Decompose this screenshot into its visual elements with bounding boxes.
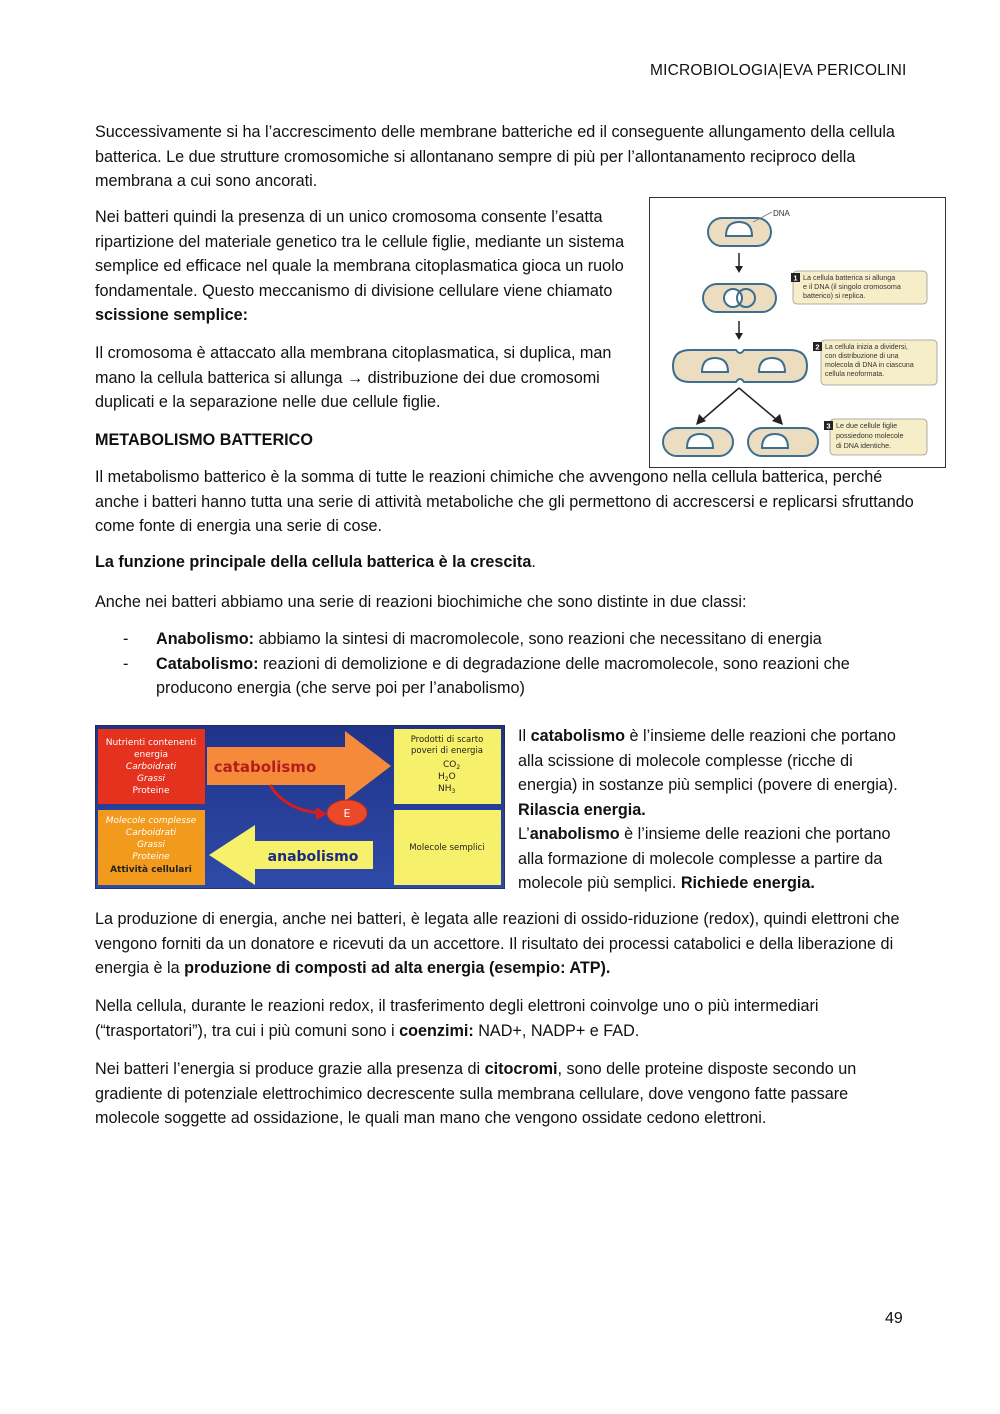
svg-text:2: 2: [815, 342, 820, 352]
arrow-down-icon: [735, 333, 743, 340]
svg-text:poveri di energia: poveri di energia: [410, 746, 484, 756]
svg-text:1: 1: [793, 273, 798, 283]
paragraph-membrane-growth: Successivamente si ha l’accrescimento delle membrane batteriche ed il conseguente allungamento della cellula batterica. Le due strutture cromosomiche si allontanano sempre di più per l’allontanamento reciproco della membrana a cui sono ancorati.: [95, 123, 895, 190]
svg-text:Prodotti di scarto: Prodotti di scarto: [410, 735, 484, 745]
heading-bacterial-metabolism: METABOLISMO BATTERICO: [95, 431, 313, 449]
svg-text:energia: energia: [133, 750, 169, 760]
arrow-glyph: →: [346, 368, 364, 387]
arrow-left-icon: [696, 414, 706, 425]
svg-text:Nutrienti contenenti: Nutrienti contenenti: [105, 738, 197, 748]
svg-text:Molecole semplici: Molecole semplici: [409, 843, 485, 853]
svg-text:batterico) si replica.: batterico) si replica.: [803, 291, 866, 300]
svg-text:Grassi: Grassi: [136, 774, 166, 784]
dna-loop: [726, 222, 752, 236]
svg-text:di DNA identiche.: di DNA identiche.: [836, 441, 892, 450]
svg-text:Grassi: Grassi: [136, 840, 166, 850]
svg-text:Molecole complesse: Molecole complesse: [105, 816, 197, 826]
metabolism-classes-list: [95, 627, 915, 701]
svg-text:Proteine: Proteine: [132, 786, 170, 796]
paragraph-single-chromosome: Nei batteri quindi la presenza di un unico cromosoma consente l’esatta ripartizione del materiale genetico tra le cellule figlie, mediante un sistema semplice ed efficace nel quale la membrana citoplasmatica gioca un ruolo fondamentale. Questo meccanismo di divisione cellulare viene chiamato scissione semplice:: [95, 208, 625, 324]
arrow-right-icon: [772, 414, 783, 425]
paragraph-two-classes: Anche nei batteri abbiamo una serie di reazioni biochimiche che sono distinte in due classi:: [95, 593, 747, 611]
svg-text:Le due cellule figlie: Le due cellule figlie: [836, 421, 898, 430]
svg-text:Carboidrati: Carboidrati: [125, 762, 177, 772]
metabolism-diagram: [95, 725, 505, 889]
svg-text:NH3: $NH_3$: [438, 784, 456, 795]
list-item-catabolism: - Catabolismo: reazioni di demolizione e di degradazione delle macromolecole, sono reazioni che producono energia (che serve poi per l’anabolismo): [123, 654, 850, 697]
paragraph-coenzymes: Nella cellula, durante le reazioni redox, il trasferimento degli elettroni coinvolge uno o più intermediari (“trasportatori”), tra cui i più comuni sono i coenzimi: NAD+, NADP+ e FAD.: [95, 997, 819, 1040]
svg-text:3: 3: [826, 421, 831, 431]
svg-text:cellula neoformata.: cellula neoformata.: [825, 371, 885, 378]
binary-fission-diagram: [650, 198, 945, 467]
svg-text:e il DNA (il singolo cromosoma: e il DNA (il singolo cromosoma: [803, 282, 901, 291]
svg-text:E: E: [343, 807, 351, 820]
binary-fission-figure: [649, 197, 946, 468]
page-header: MICROBIOLOGIA|EVA PERICOLINI: [650, 62, 907, 79]
term-simple-fission: scissione semplice:: [95, 306, 248, 324]
svg-text:Carboidrati: Carboidrati: [125, 828, 177, 838]
svg-text:con distribuzione di una: con distribuzione di una: [825, 353, 899, 360]
svg-text:molecola di DNA in ciascuna: molecola di DNA in ciascuna: [825, 362, 914, 369]
svg-text:La cellula batterica si allung: La cellula batterica si allunga: [803, 273, 896, 282]
svg-text:catabolismo: catabolismo: [213, 758, 317, 776]
anabolism-definition: L’anabolismo è l’insieme delle reazioni che portano alla formazione di molecole complesse a partire da molecole più semplici. Richiede energia.: [518, 825, 891, 892]
catabolism-definition: Il catabolismo è l’insieme delle reazioni che portano alla scissione di molecole complesse (ricche di energia) in sostanze più semplici (povere di energia). Rilascia energia.: [518, 727, 898, 819]
svg-text:Attività cellulari: Attività cellulari: [110, 865, 192, 875]
svg-text:possiedono molecole: possiedono molecole: [836, 431, 904, 440]
paragraph-metabolism-definition: Il metabolismo batterico è la somma di tutte le reazioni chimiche che avvengono nella cellula batterica, perché anche i batteri hanno tutta una serie di attività metaboliche che gli permettono di accrescersi e replicarsi sfruttando come fonte di energia una serie di cose.: [95, 468, 914, 535]
page-number: 49: [885, 1310, 903, 1327]
svg-text:anabolismo: anabolismo: [267, 849, 359, 865]
paragraph-catabolism-anabolism: [518, 724, 913, 896]
paragraph-redox-energy: La produzione di energia, anche nei batteri, è legata alle reazioni di ossido-riduzione (redox), quindi elettroni che vengono forniti da un donatore e ricevuti da un accettore. Il risultato dei processi catabolici e della liberazione di energia è la produzione di composti ad alta energia (esempio: ATP).: [95, 910, 900, 977]
list-item-anabolism: - Anabolismo: abbiamo la sintesi di macromolecole, sono reazioni che necessitano di energia: [123, 630, 822, 648]
svg-text:CO2: $CO_2$: [443, 760, 461, 771]
paragraph-main-function: La funzione principale della cellula batterica è la crescita.: [95, 553, 536, 571]
dna-label: DNA: [773, 209, 790, 218]
svg-text:H2O: $H_2O$: [438, 772, 456, 783]
svg-text:Proteine: Proteine: [132, 852, 170, 862]
metabolism-figure: [95, 725, 505, 889]
paragraph-chromosome-duplication: Il cromosoma è attaccato alla membrana citoplasmatica, si duplica, man mano la cellula batterica si allunga → distribuzione dei due cromosomi duplicati e la separazione nelle due cellule figlie.: [95, 344, 612, 411]
paragraph-cytochromes: Nei batteri l’energia si produce grazie alla presenza di citocromi, sono delle proteine disposte secondo un gradiente di potenziale elettrochimico decrescente sulla membrana cellulare, dove vengono fatte passare molecole soggette ad ossidazione, le quali man mano che vengono ossidate cedono elettroni.: [95, 1060, 857, 1127]
arrow-down-icon: [735, 266, 743, 273]
svg-text:La cellula inizia a dividersi,: La cellula inizia a dividersi,: [825, 344, 908, 351]
dividing-cell: [673, 350, 807, 382]
